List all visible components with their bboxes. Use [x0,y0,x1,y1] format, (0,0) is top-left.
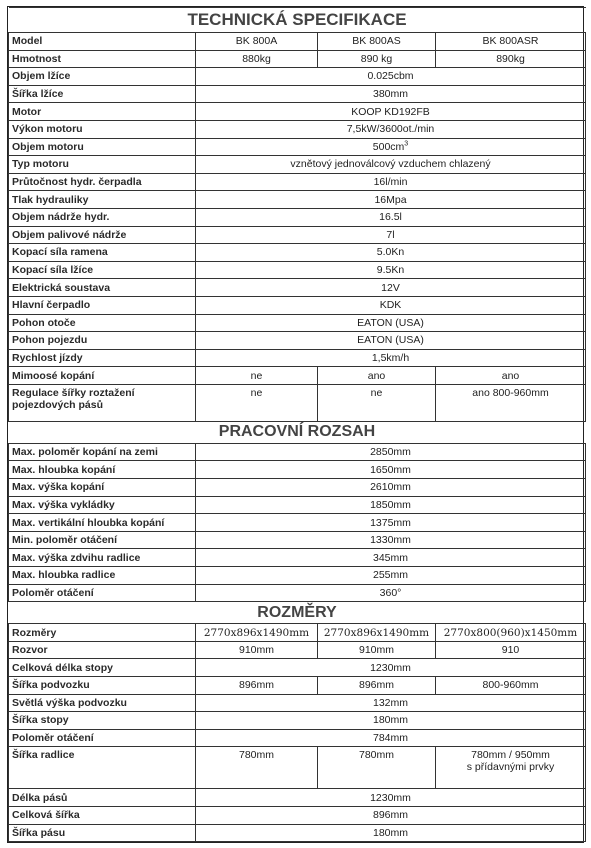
dim-row [9,747,586,789]
row-label: Rozvor [9,641,196,659]
spec-row [9,68,586,86]
value-text: 500cm [372,140,405,153]
row-label: Světlá výška podvozku [9,694,196,712]
row-label: Rychlost jízdy [9,349,196,367]
cell-value: 5.0Kn [196,244,586,262]
cell-value: 360° [196,584,586,602]
row-label: Typ motoru [9,156,196,174]
cell-value: 910 [436,641,586,659]
row-label: Šířka podvozku [9,677,196,695]
spec-row [9,367,586,385]
cell-value: 896mm [196,677,318,695]
row-label: Max. vertikální hloubka kopání [9,514,196,532]
work-row [9,584,586,602]
cell-value: ano [436,367,586,385]
cell-value: 12V [196,279,586,297]
row-label: Objem nádrže hydr. [9,208,196,226]
row-label: Celková délka stopy [9,659,196,677]
spec-row [9,279,586,297]
spec-row [9,120,586,138]
row-label: Kopací síla lžíce [9,261,196,279]
row-label: Poloměr otáčení [9,729,196,747]
cell-value: vznětový jednoválcový vzduchem chlazený [196,156,586,174]
row-label: Max. hloubka kopání [9,461,196,479]
work-row [9,443,586,461]
model-name: BK 800ASR [436,33,586,51]
cell-value: ne [318,384,436,421]
row-label: Tlak hydrauliky [9,191,196,209]
cell-value: EATON (USA) [196,314,586,332]
value-text: 780mm / 950mm [471,749,550,762]
cell-value: ano [318,367,436,385]
model-name: BK 800A [196,33,318,51]
cell-value: 1230mm [196,659,586,677]
section-title-dimensions: ROZMĚRY [9,602,586,624]
row-label: Max. hloubka radlice [9,567,196,585]
row-label: Celková šířka [9,806,196,824]
spec-row [9,138,586,156]
cell-value: 9.5Kn [196,261,586,279]
cell-value: 2770x896x1490mm [318,624,436,642]
row-label: Pohon otoče [9,314,196,332]
spec-table [8,7,586,842]
cell-value: 800-960mm [436,677,586,695]
cell-value: 2770x800(960)x1450mm [436,624,586,642]
row-label: Max. výška zdvihu radlice [9,549,196,567]
row-label: Rozměry [9,624,196,642]
dim-row [9,659,586,677]
cell-value: 1230mm [196,789,586,807]
row-label: Min. poloměr otáčení [9,531,196,549]
dim-row [9,806,586,824]
cell-value: 784mm [196,729,586,747]
model-name: BK 800AS [318,33,436,51]
cell-value: 1,5km/h [196,349,586,367]
row-label: Hmotnost [9,50,196,68]
spec-row [9,261,586,279]
cell-value: 180mm [196,712,586,730]
spec-row [9,314,586,332]
dim-row [9,677,586,695]
work-row [9,479,586,497]
row-label: Max. výška kopání [9,479,196,497]
section-title-working-range: PRACOVNÍ ROZSAH [9,421,586,443]
spec-row [9,332,586,350]
cell-value: 132mm [196,694,586,712]
dim-row [9,641,586,659]
cell-value: 2610mm [196,479,586,497]
cell-value: 880kg [196,50,318,68]
dim-row [9,694,586,712]
cell-value: 780mm [318,747,436,789]
work-row [9,514,586,532]
cell-value: 345mm [196,549,586,567]
dim-row [9,624,586,642]
cell-value: 0.025cbm [196,68,586,86]
cell-value: 1330mm [196,531,586,549]
cell-value: 910mm [196,641,318,659]
row-label: Objem palivové nádrže [9,226,196,244]
page-title: TECHNICKÁ SPECIFIKACE [9,8,586,33]
spec-row [9,173,586,191]
cell-value: 7l [196,226,586,244]
title-row [9,8,586,33]
row-label: Šířka stopy [9,712,196,730]
cell-value: 890kg [436,50,586,68]
cell-value: 2850mm [196,443,586,461]
spec-row [9,208,586,226]
cell-value: 380mm [196,85,586,103]
work-row [9,567,586,585]
row-label: Regulace šířky roztažení pojezdových pásů [9,384,196,421]
row-label: Hlavní čerpadlo [9,296,196,314]
row-label: Šířka pásu [9,824,196,842]
row-label: Kopací síla ramena [9,244,196,262]
row-label: Průtočnost hydr. čerpadla [9,173,196,191]
spec-row [9,296,586,314]
cell-value: KOOP KD192FB [196,103,586,121]
work-row [9,531,586,549]
row-label: Motor [9,103,196,121]
cell-value: 896mm [318,677,436,695]
row-label: Objem lžíce [9,68,196,86]
cell-value [436,747,586,789]
cell-value [196,138,586,156]
row-label: Šířka lžíce [9,85,196,103]
row-label: Výkon motoru [9,120,196,138]
spec-row [9,156,586,174]
work-row [9,496,586,514]
spec-row [9,384,586,421]
dim-row [9,712,586,730]
cell-value: 890 kg [318,50,436,68]
cell-value: 780mm [196,747,318,789]
cell-value: 910mm [318,641,436,659]
cell-value: EATON (USA) [196,332,586,350]
dim-row [9,789,586,807]
row-label: Pohon pojezdu [9,332,196,350]
row-label: Max. poloměr kopání na zemi [9,443,196,461]
cell-value: 180mm [196,824,586,842]
spec-sheet [7,6,584,843]
cell-value: ne [196,384,318,421]
row-label: Objem motoru [9,138,196,156]
row-label: Délka pásů [9,789,196,807]
row-label: Poloměr otáčení [9,584,196,602]
value-note: s přídavnými prvky [466,761,555,774]
section-header-row [9,421,586,443]
dim-row [9,824,586,842]
model-label: Model [9,33,196,51]
spec-row [9,191,586,209]
dim-row [9,729,586,747]
row-label: Mimoosé kopání [9,367,196,385]
spec-row [9,349,586,367]
work-row [9,461,586,479]
row-label: Šířka radlice [9,747,196,789]
cell-value: 16l/min [196,173,586,191]
row-label: Max. výška vykládky [9,496,196,514]
cell-value: 255mm [196,567,586,585]
cell-value: ne [196,367,318,385]
spec-row [9,85,586,103]
cell-value: 1850mm [196,496,586,514]
work-row [9,549,586,567]
cell-value: 2770x896x1490mm [196,624,318,642]
value-superscript: 3 [404,140,409,148]
cell-value: 896mm [196,806,586,824]
spec-row [9,226,586,244]
model-header-row [9,33,586,51]
cell-value: 1650mm [196,461,586,479]
cell-value: 1375mm [196,514,586,532]
cell-value: 16Mpa [196,191,586,209]
spec-row [9,244,586,262]
spec-row [9,103,586,121]
section-header-row [9,602,586,624]
spec-row [9,50,586,68]
cell-value: ano 800-960mm [436,384,586,421]
cell-value: 16.5l [196,208,586,226]
row-label: Elektrická soustava [9,279,196,297]
cell-value: 7,5kW/3600ot./min [196,120,586,138]
cell-value: KDK [196,296,586,314]
